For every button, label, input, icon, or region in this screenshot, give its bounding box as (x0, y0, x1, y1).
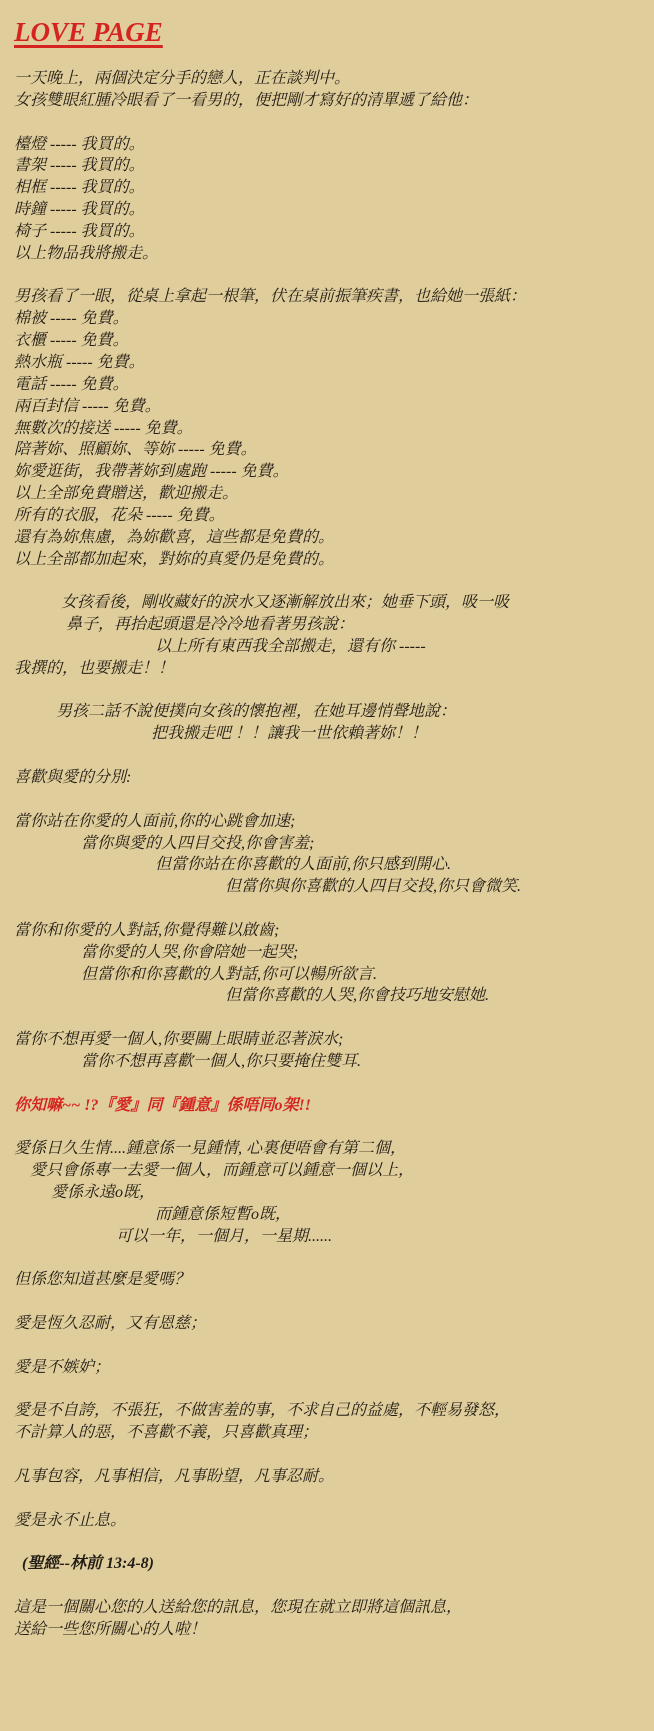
text-line: 當你愛的人哭,你會陪她一起哭; (81, 943, 299, 961)
text-line: 愛係日久生情....鍾意係一見鍾情, 心裏便唔會有第二個， (14, 1140, 407, 1158)
text-line: 但當你和你喜歡的人對話,你可以暢所欲言. (81, 965, 378, 983)
text-line: 書架 ----- 我買的。 (14, 157, 145, 175)
text-line: 你知嘛~~ !?『愛』同『鍾意』係唔同o架!! (14, 1096, 311, 1114)
text-line: 兩百封信 ----- 免費。 (14, 397, 161, 415)
blank-line (14, 789, 654, 811)
text-line: 愛是不自誇，不張狂，不做害羞的事，不求自己的益處，不輕易發怒， (14, 1402, 511, 1420)
blank-line (14, 1532, 654, 1554)
text-line: 這是一個關心您的人送給您的訊息，您現在就立即將這個訊息， (14, 1599, 463, 1617)
text-line: 愛係永遠o既， (51, 1184, 156, 1202)
text-line: 喜歡與愛的分別: (14, 769, 132, 786)
text-line: 女孩雙眼紅腫冷眼看了一看男的，便把剛才寫好的清單遞了給他： (14, 91, 479, 109)
text-line: 相框 ----- 我買的。 (14, 179, 145, 197)
blank-line (14, 898, 654, 920)
blank-line (14, 1488, 654, 1510)
blank-line (14, 1291, 654, 1313)
text-line: 無數次的接送 ----- 免費。 (14, 419, 193, 437)
blank-line (14, 1248, 654, 1270)
blank-line (14, 570, 654, 592)
blank-line (14, 680, 654, 702)
text-line: 男孩看了一眼，從桌上拿起一根筆，伏在桌前振筆疾書，也給她一張紙： (14, 288, 527, 306)
text-line: 送給一些您所關心的人啦！ (14, 1620, 207, 1638)
blank-line (14, 1444, 654, 1466)
text-line: 男孩二話不說便撲向女孩的懷抱裡，在她耳邊悄聲地說： (56, 703, 457, 721)
text-line: 以上物品我將搬走。 (14, 244, 159, 262)
blank-line (14, 745, 654, 767)
text-line: 熱水瓶 ----- 免費。 (14, 353, 145, 371)
text-line: 當你與愛的人四目交投,你會害羞; (81, 834, 315, 852)
text-line: 不計算人的惡，不喜歡不義，只喜歡真理； (14, 1424, 319, 1442)
text-line: 但當你與你喜歡的人四目交投,你只會微笑. (225, 878, 522, 896)
text-line: 愛是永不止息。 (14, 1511, 127, 1529)
text-line: 但係您知道甚麼是愛嗎？ (14, 1271, 191, 1289)
text-line: 愛是不嫉妒； (14, 1358, 111, 1376)
text-line: 而鍾意係短暫o既， (155, 1205, 292, 1223)
blank-line (14, 1575, 654, 1597)
text-line: 椅子 ----- 我買的。 (14, 222, 145, 240)
blank-line (14, 1335, 654, 1357)
text-line: 衣櫃 ----- 免費。 (14, 332, 129, 350)
text-line: 當你不想再愛一個人,你要關上眼睛並忍著淚水; (14, 1031, 344, 1049)
blank-line (14, 112, 654, 134)
blank-line (14, 1073, 654, 1095)
text-line: 一天晚上，兩個決定分手的戀人，正在談判中。 (14, 70, 351, 87)
text-line: 當你和你愛的人對話,你覺得難以啟齒; (14, 921, 280, 939)
text-line: 凡事包容，凡事相信，凡事盼望，凡事忍耐。 (14, 1468, 335, 1485)
text-line: 檯燈 ----- 我買的。 (14, 135, 145, 153)
text-line: 可以一年，一個月，一星期...... (116, 1227, 333, 1245)
text-line: 把我搬走吧 ！！讓我一世依賴著妳！！ (151, 725, 428, 743)
text-line: 以上全部免費贈送，歡迎搬走。 (14, 485, 239, 503)
page-title: LOVE PAGE (14, 17, 163, 47)
blank-line (14, 265, 654, 287)
text-line: 妳愛逛街，我帶著妳到處跑 ----- 免費。 (14, 463, 289, 481)
text-line: 我撰的，也要搬走！！ (14, 659, 175, 677)
document-body (14, 68, 654, 1641)
text-line: 時鐘 ----- 我買的。 (14, 201, 145, 219)
text-line: 但當你站在你喜歡的人面前,你只感到開心. (155, 856, 452, 874)
blank-line (14, 1379, 654, 1401)
text-line: (聖經--林前 13:4-8) (22, 1555, 154, 1573)
text-line: 還有為妳焦慮，為妳歡喜，這些都是免費的。 (14, 528, 335, 546)
text-line: 當你不想再喜歡一個人,你只要掩住雙耳. (81, 1052, 362, 1070)
text-line: 以上全部都加起來，對妳的真愛仍是免費的。 (14, 550, 335, 568)
text-line: 棉被 ----- 免費。 (14, 310, 129, 328)
blank-line (14, 1117, 654, 1139)
text-line: 愛只會係專一去愛一個人，而鍾意可以鍾意一個以上， (30, 1162, 415, 1180)
text-line: 但當你喜歡的人哭,你會技巧地安慰她. (225, 987, 490, 1005)
text-line: 愛是恆久忍耐，又有恩慈； (14, 1315, 207, 1333)
text-line: 女孩看後，剛收藏好的淚水又逐漸解放出來；她垂下頭，吸一吸 (61, 594, 510, 612)
text-line: 所有的衣服，花朵 ----- 免費。 (14, 506, 225, 524)
text-line: 以上所有東西我全部搬走，還有你 ----- (155, 637, 426, 655)
blank-line (14, 1007, 654, 1029)
text-line: 鼻子，再抬起頭還是冷冷地看著男孩說： (66, 616, 355, 634)
text-line: 陪著妳、照顧妳、等妳 ----- 免費。 (14, 441, 257, 459)
text-line: 當你站在你愛的人面前,你的心跳會加速; (14, 812, 296, 830)
text-line: 電話 ----- 免費。 (14, 375, 129, 393)
